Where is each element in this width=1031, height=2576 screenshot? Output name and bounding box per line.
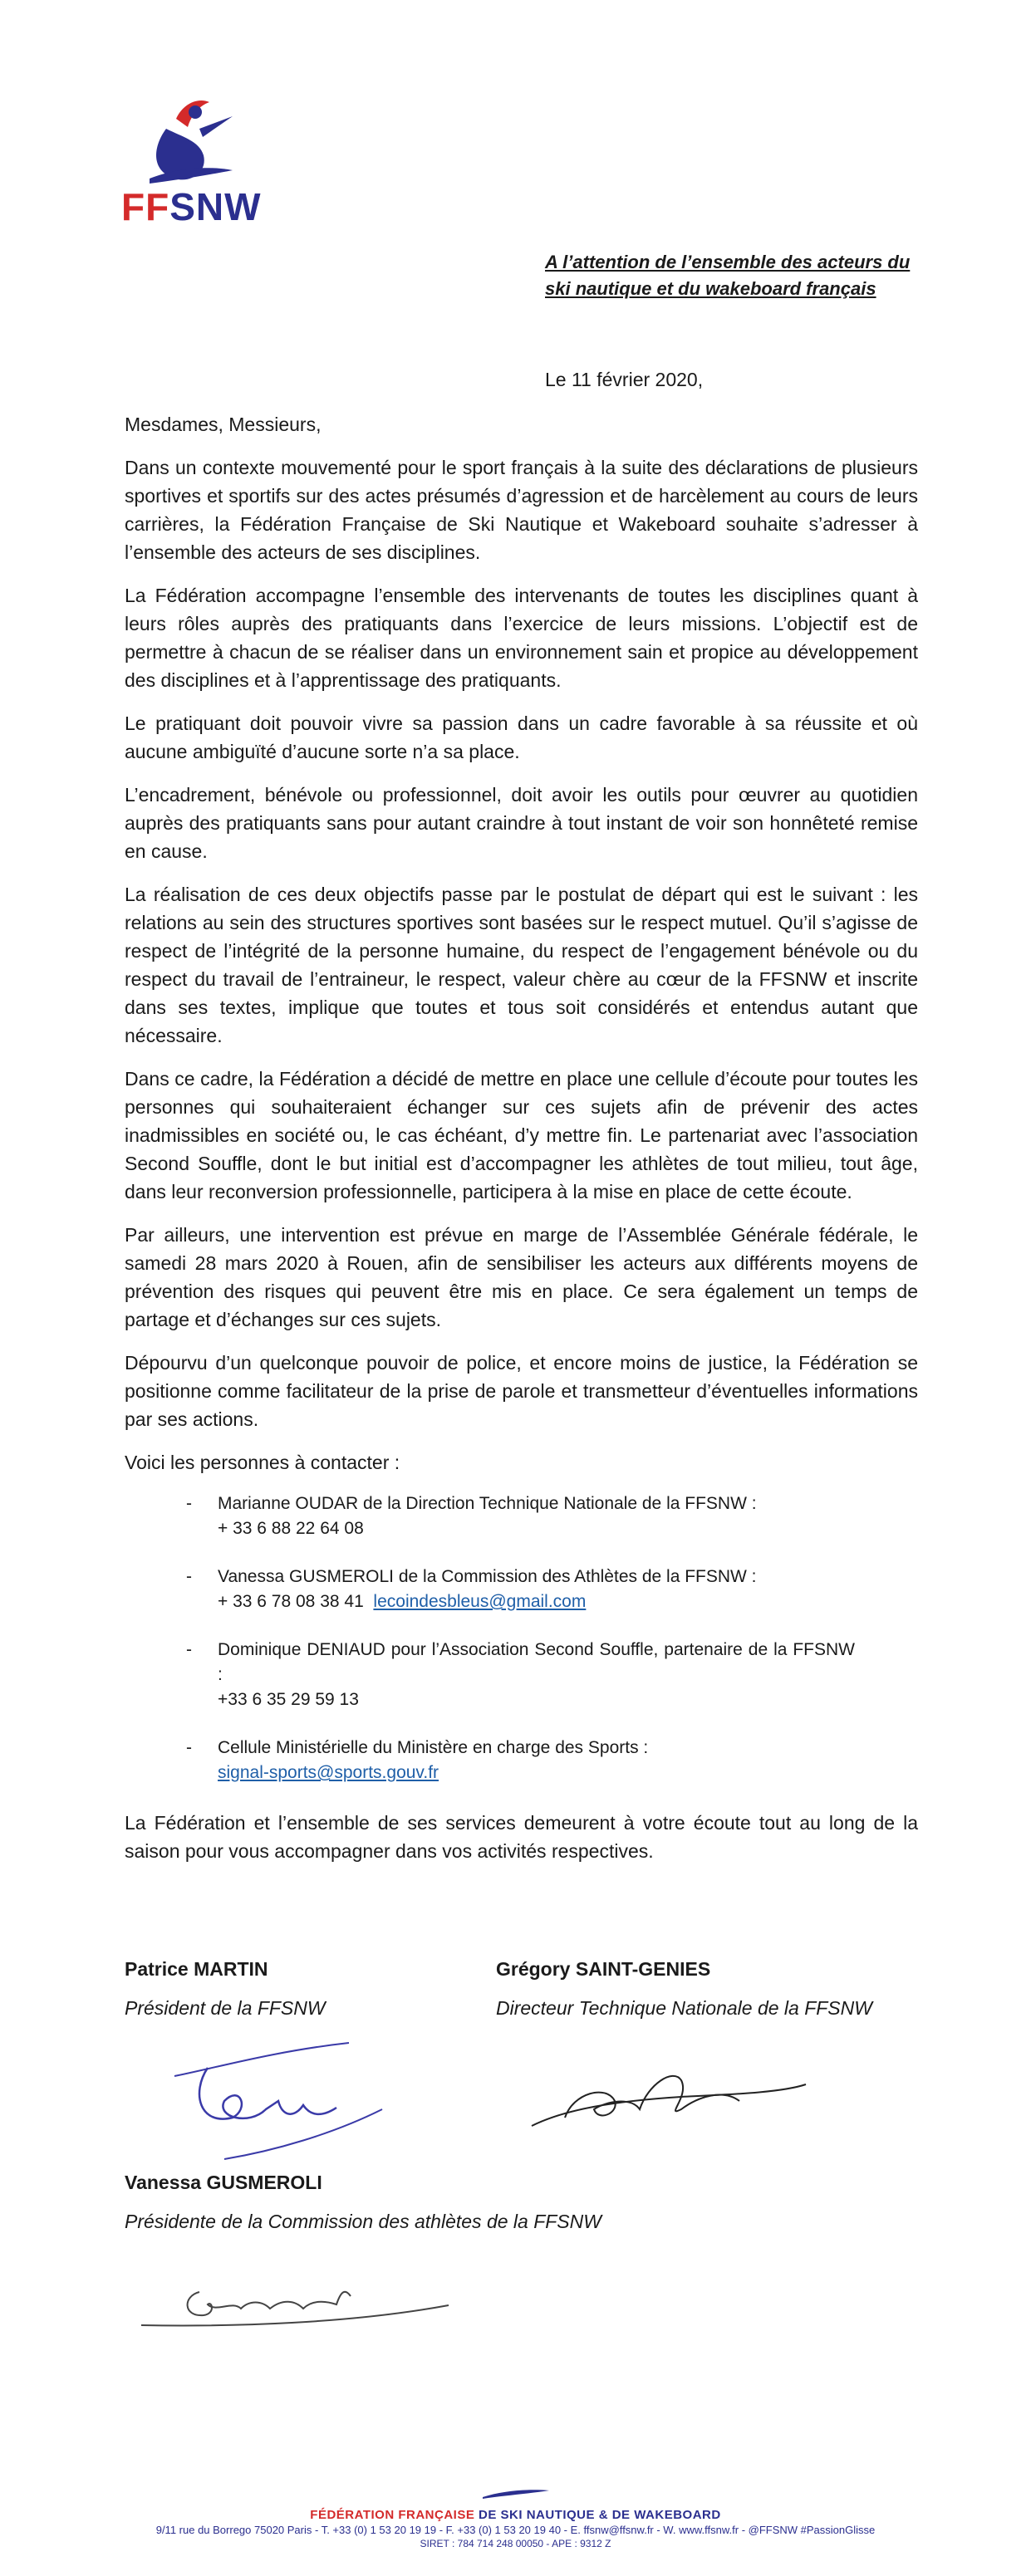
paragraph: Dépourvu d’un quelconque pouvoir de police, et encore moins de justice, la Fédération se positionne comme facilitateur de la prise de parole et transmetteur d’éventuelles informations par ses actions.	[125, 1352, 918, 1430]
contact-phone: + 33 6 78 08 38 41	[218, 1592, 364, 1611]
contact-phone: +33 6 35 29 59 13	[218, 1690, 359, 1709]
signatory-role: Présidente de la Commission des athlètes de la FFSNW	[125, 2211, 601, 2232]
contact-email-link[interactable]: lecoindesbleus@gmail.com	[373, 1592, 587, 1611]
paragraph: Dans un contexte mouvementé pour le sport français à la suite des déclarations de plusieurs sportives et sportifs sur des actes présumés d’agression et de harcèlement au cours de leurs carrières, la Fédération Française de Ski Nautique et Wakeboard souhaite s’adresser à l’ensemble des acteurs de ses disciplines.	[125, 457, 918, 563]
contact-phone: + 33 6 88 22 64 08	[218, 1519, 364, 1538]
letter-body	[125, 410, 918, 1880]
recipient-line: A l’attention de l’ensemble des acteurs du ski nautique et du wakeboard français	[545, 252, 911, 299]
contact-item: - Marianne OUDAR de la Direction Technique Nationale de la FFSNW : + 33 6 88 22 64 08	[218, 1491, 918, 1541]
closing-paragraph: La Fédération et l’ensemble de ses services demeurent à votre écoute tout au long de la saison pour vous accompagner dans vos activités respectives.	[125, 1812, 918, 1862]
contacts-intro: Voici les personnes à contacter :	[125, 1452, 400, 1473]
paragraph: Dans ce cadre, la Fédération a décidé de mettre en place une cellule d’écoute pour toutes les personnes qui souhaiteraient échanger sur ces sujets afin de prévenir des actes inadmissibles en société ou, le cas échéant, d’y mettre fin. Le partenariat avec l’association Second Souffle, dont le but initial est d’accompagner les athlètes de tout milieu, tout âge, dans leur reconversion professionnelle, participera à la mise en place de cette écoute.	[125, 1068, 918, 1202]
signatory-role: Président de la FFSNW	[125, 1997, 326, 2019]
logo-wordmark: FFSNW	[121, 185, 262, 228]
paragraph: La réalisation de ces deux objectifs passe par le postulat de départ qui est le suivant : les relations au sein des structures sportives sont basées sur le respect mutuel. Qu’il s’agisse de respect de l’intégrité de la personne humaine, du respect de l’engagement bénévole ou du respect du travail de l’entraineur, le respect, valeur chère au cœur de la FFSNW et inscrite dans ses textes, implique que toutes et tous soit considérés et entendus autant que nécessaire.	[125, 884, 918, 1046]
paragraph: Par ailleurs, une intervention est prévue en marge de l’Assemblée Générale fédérale, le samedi 28 mars 2020 à Rouen, afin de sensibiliser les acteurs aux différents moyens de prévention des risques qui peuvent être mis en place. Ce sera également un temps de partage et d’échanges sur ces sujets.	[125, 1224, 918, 1330]
contact-item: - Dominique DENIAUD pour l’Association Second Souffle, partenaire de la FFSNW : +33 6 35 29 59 13	[218, 1638, 918, 1712]
contact-item: - Vanessa GUSMEROLI de la Commission des Athlètes de la FFSNW : + 33 6 78 08 38 41 lecoindesbleus@gmail.com	[218, 1565, 918, 1614]
signature-image	[141, 2026, 390, 2167]
contact-name: Vanessa GUSMEROLI de la Commission des Athlètes de la FFSNW :	[218, 1567, 757, 1586]
paragraph: La Fédération accompagne l’ensemble des intervenants de toutes les disciplines quant à leurs rôles auprès des pratiquants dans l’exercice de leurs missions. L’objectif est de permettre à chacun de se réaliser dans un environnement sain et propice au développement des disciplines et à l’apprentissage des pratiquants.	[125, 585, 918, 691]
signatory-president	[125, 1958, 326, 2020]
salutation: Mesdames, Messieurs,	[125, 414, 322, 435]
letter-date: Le 11 février 2020,	[545, 369, 704, 390]
footer-logo-mark	[483, 2487, 549, 2499]
signatory-role: Directeur Technique Nationale de la FFSNW	[496, 1997, 872, 2019]
signatory-name: Grégory SAINT-GENIES	[496, 1958, 711, 1980]
contact-name: Dominique DENIAUD pour l’Association Second Souffle, partenaire de la FFSNW :	[218, 1640, 855, 1684]
letterhead-footer	[0, 2487, 1031, 2549]
signatory-dtn	[496, 1958, 872, 2020]
contact-email-link[interactable]: signal-sports@sports.gouv.fr	[218, 1763, 439, 1782]
federation-name: FÉDÉRATION FRANÇAISE DE SKI NAUTIQUE & DE WAKEBOARD	[310, 2508, 721, 2522]
signature-image	[515, 2051, 814, 2143]
paragraph: Le pratiquant doit pouvoir vivre sa passion dans un cadre favorable à sa réussite et où aucune ambiguïté d’aucune sorte n’a sa place.	[125, 713, 918, 762]
footer-siret: SIRET : 784 714 248 00050 - APE : 9312 Z	[420, 2538, 611, 2549]
contacts-list	[125, 1491, 918, 1785]
signatory-name: Vanessa GUSMEROLI	[125, 2172, 322, 2193]
paragraph: L’encadrement, bénévole ou professionnel, doit avoir les outils pour œuvrer au quotidien auprès des pratiquants sans pour autant craindre à tout instant de voir son honnêteté remise en cause.	[125, 784, 918, 862]
signatory-athletes-commission	[125, 2172, 601, 2233]
contact-name: Cellule Ministérielle du Ministère en charge des Sports :	[218, 1738, 649, 1757]
signature-image	[133, 2267, 457, 2342]
contact-name: Marianne OUDAR de la Direction Technique Nationale de la FFSNW :	[218, 1494, 757, 1513]
signatory-name: Patrice MARTIN	[125, 1958, 268, 1980]
contact-item: - Cellule Ministérielle du Ministère en charge des Sports : signal-sports@sports.gouv.fr	[218, 1736, 918, 1785]
footer-address: 9/11 rue du Borrego 75020 Paris - T. +33 (0) 1 53 20 19 19 - F. +33 (0) 1 53 20 19 40 - E. ffsnw@ffsnw.fr - W. www.ffsnw.fr - @FFSNW #PassionGlisse	[155, 2524, 876, 2536]
